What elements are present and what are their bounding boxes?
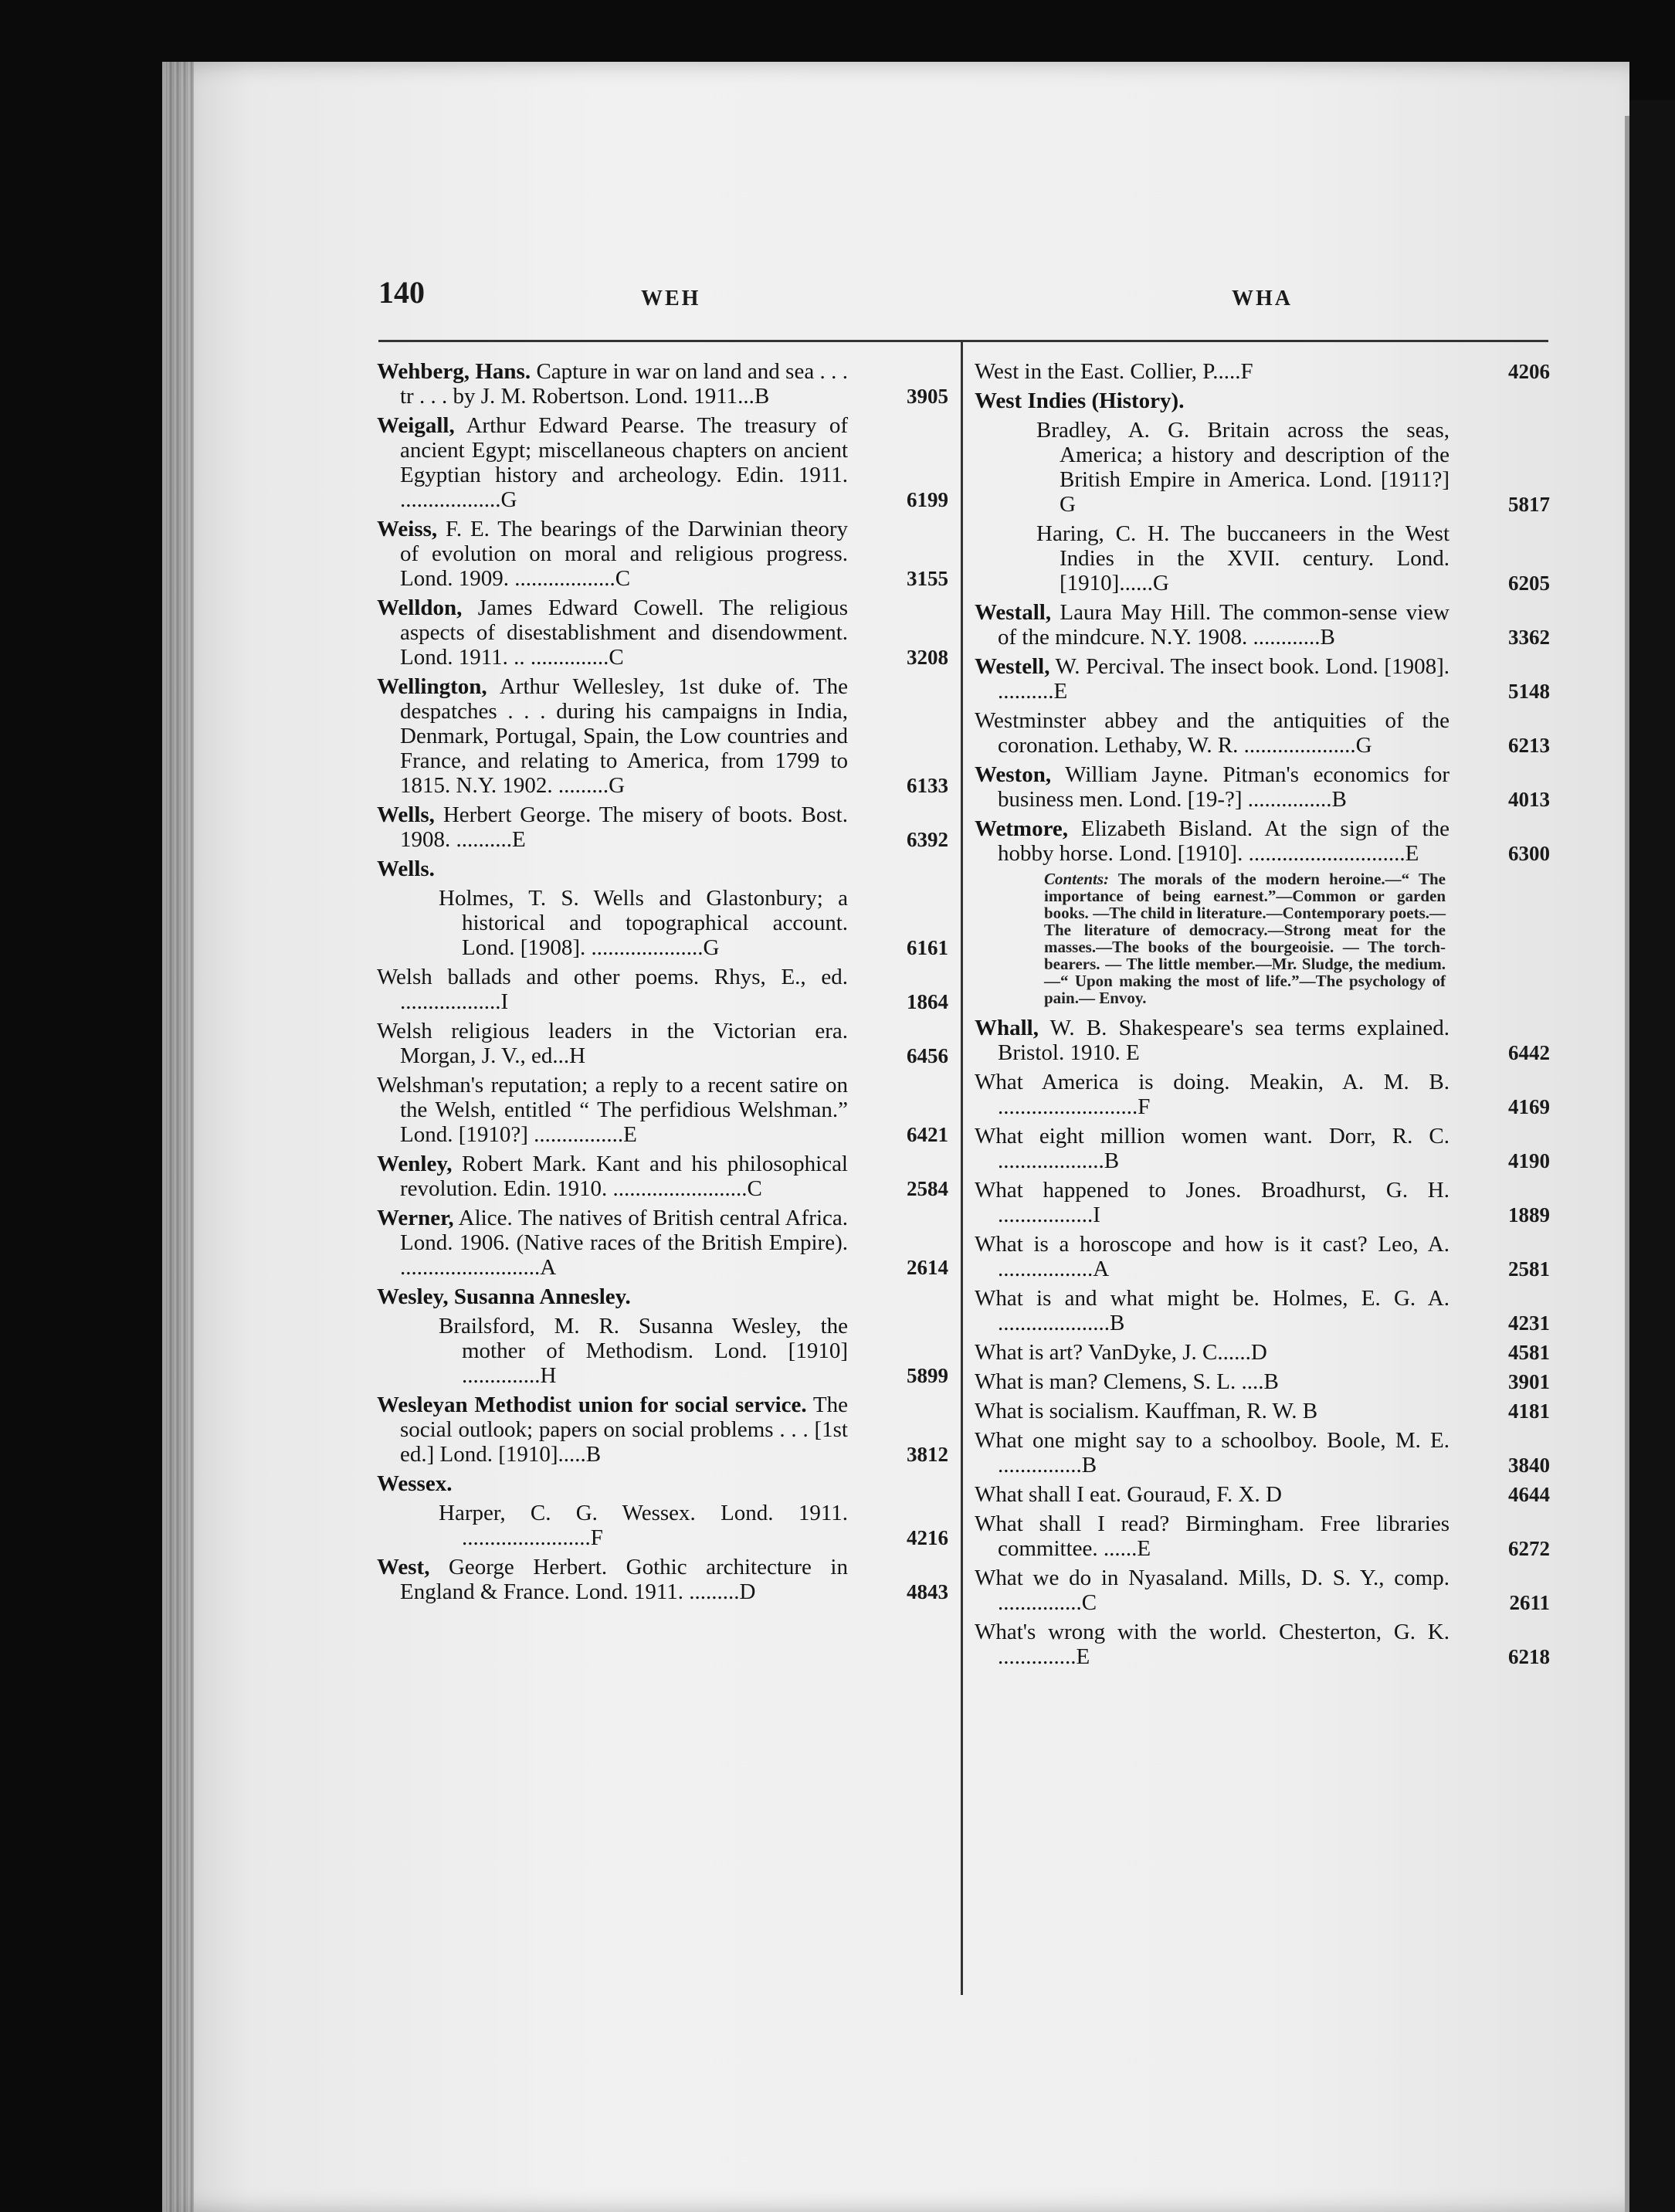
call-number: 6421: [907, 1123, 948, 1146]
index-entry: [975, 762, 1550, 812]
entry-text: [377, 674, 848, 798]
entry-heading: Wesleyan Methodist union for social service.: [377, 1393, 807, 1417]
entry-description: Robert Mark. Kant and his philosophical revolution. Edin. 1910. ........................C: [400, 1152, 848, 1201]
guide-word-left: WEH: [641, 287, 701, 310]
call-number: 6133: [907, 774, 948, 797]
index-entry: [975, 1482, 1550, 1507]
entry-heading: Weiss,: [377, 517, 438, 541]
entry-text: [377, 1206, 848, 1280]
index-entry: [975, 1399, 1550, 1423]
index-entry: [377, 1471, 948, 1496]
index-entry: [975, 600, 1550, 650]
call-number: 6456: [907, 1044, 948, 1067]
entry-text: [377, 413, 848, 512]
entry-description: Welshman's reputation; a reply to a recent satire on the Welsh, entitled “ The perfidious Welshman.” Lond. [1910?] ................E: [377, 1073, 848, 1147]
index-entry: [377, 857, 948, 881]
call-number: 3905: [907, 385, 948, 408]
call-number: 4581: [1508, 1341, 1550, 1364]
entry-text: [975, 1369, 1450, 1394]
entry-description: What eight million women want. Dorr, R. C. ...................B: [975, 1124, 1450, 1173]
index-entry: [377, 674, 948, 798]
entry-heading: Weston,: [975, 762, 1052, 787]
entry-text: [975, 816, 1450, 866]
entry-description: Harper, C. G. Wessex. Lond. 1911. .......................F: [439, 1501, 848, 1550]
entry-description: F. E. The bearings of the Darwinian theory of evolution on moral and religious progress. Lond. 1909. ..................C: [400, 517, 848, 591]
entry-description: Welsh ballads and other poems. Rhys, E., ed. ..................I: [377, 965, 848, 1014]
entry-text: [975, 418, 1450, 517]
index-entry: [975, 1428, 1550, 1477]
entry-description: What is and what might be. Holmes, E. G. A. ....................B: [975, 1286, 1450, 1335]
index-entry: [975, 1620, 1550, 1669]
call-number: 4013: [1508, 788, 1550, 811]
entry-heading: Werner,: [377, 1206, 454, 1230]
entry-description: What America is doing. Meakin, A. M. B. .........................F: [975, 1070, 1450, 1119]
index-entry: [975, 359, 1550, 384]
index-entry: [975, 654, 1550, 704]
entry-text: [377, 1471, 848, 1496]
entry-description: Welsh religious leaders in the Victorian era. Morgan, J. V., ed...H: [377, 1019, 848, 1068]
right-column: [975, 359, 1550, 1674]
index-entry: [975, 1511, 1550, 1561]
entry-text: [377, 965, 848, 1014]
index-entry: [975, 1178, 1550, 1227]
call-number: 2584: [907, 1177, 948, 1200]
column-divider: [961, 342, 963, 1995]
entry-text: [975, 1340, 1450, 1365]
header-rule: [378, 340, 1548, 342]
entry-text: [377, 595, 848, 670]
scan-border: [1629, 100, 1675, 2212]
entry-text: [975, 359, 1450, 384]
call-number: 2581: [1508, 1257, 1550, 1281]
entry-heading: Wenley,: [377, 1152, 453, 1176]
page-number: 140: [378, 275, 425, 310]
call-number: 6218: [1508, 1645, 1550, 1668]
entry-heading: Westall,: [975, 600, 1052, 625]
index-entry: [975, 1369, 1550, 1394]
index-entry: [377, 1073, 948, 1147]
entry-description: Arthur Edward Pearse. The treasury of ancient Egypt; miscellaneous chapters on ancient Egyptian history and archeology. Edin. 1911. ..................G: [400, 413, 848, 512]
index-entry: [975, 1286, 1550, 1335]
entry-description: James Edward Cowell. The religious aspects of disestablishment and disendowment. Lond. 1911. .. ..............C: [400, 595, 848, 670]
call-number: 4216: [907, 1526, 948, 1549]
entry-description: Bradley, A. G. Britain across the seas, America; a history and description of the British Empire in America. Lond. [1911?] G: [1036, 418, 1450, 517]
index-entry: [377, 1501, 948, 1550]
index-entry: [377, 1206, 948, 1280]
index-entry: [377, 965, 948, 1014]
call-number: 6205: [1508, 572, 1550, 595]
index-entry: [975, 1070, 1550, 1119]
entry-heading: West Indies (History).: [975, 388, 1185, 413]
entry-heading: Wells,: [377, 802, 435, 827]
entry-heading: Whall,: [975, 1016, 1039, 1040]
left-column: [377, 359, 948, 1609]
entry-description: What we do in Nyasaland. Mills, D. S. Y., comp. ...............C: [975, 1566, 1450, 1615]
entry-text: [377, 886, 848, 960]
entry-heading: Wells.: [377, 857, 435, 881]
index-entry: [377, 1152, 948, 1201]
index-entry: [975, 1232, 1550, 1281]
contents-label: Contents:: [1044, 870, 1110, 888]
entry-text: [975, 654, 1450, 704]
entry-text: [975, 1124, 1450, 1173]
call-number: 1864: [907, 990, 948, 1013]
index-entry: [377, 359, 948, 409]
entry-description: What is man? Clemens, S. L. ....B: [975, 1369, 1279, 1394]
entry-description: W. B. Shakespeare's sea terms explained. Bristol. 1910. E: [998, 1016, 1450, 1065]
index-entry: [377, 413, 948, 512]
entry-text: [975, 762, 1450, 812]
call-number: 6213: [1508, 734, 1550, 757]
call-number: 2614: [907, 1256, 948, 1279]
index-entry: [377, 1393, 948, 1467]
entry-text: [377, 857, 848, 881]
entry-description: Herbert George. The misery of boots. Bost. 1908. ..........E: [400, 802, 848, 852]
entry-text: [377, 1073, 848, 1147]
entry-text: [975, 521, 1450, 595]
call-number: 4206: [1508, 360, 1550, 383]
entry-description: W. Percival. The insect book. Lond. [1908]. ..........E: [998, 654, 1450, 704]
entry-text: [975, 1620, 1450, 1669]
entry-description: What's wrong with the world. Chesterton, G. K. ..............E: [975, 1620, 1450, 1669]
entry-description: Elizabeth Bisland. At the sign of the hobby horse. Lond. [1910]. ............................E: [998, 816, 1450, 866]
contents-note: [975, 870, 1550, 1006]
entry-text: [975, 1482, 1450, 1507]
entry-description: What shall I eat. Gouraud, F. X. D: [975, 1482, 1282, 1507]
entry-text: [377, 517, 848, 591]
index-entry: [377, 1314, 948, 1388]
entry-text: [377, 1152, 848, 1201]
entry-text: [975, 1399, 1450, 1423]
entry-text: [377, 1314, 848, 1388]
call-number: 5899: [907, 1364, 948, 1387]
call-number: 3208: [907, 646, 948, 669]
call-number: 6392: [907, 828, 948, 851]
binding-edge: [166, 62, 194, 2212]
index-entry: [377, 1019, 948, 1068]
index-entry: [975, 1124, 1550, 1173]
call-number: 4231: [1508, 1311, 1550, 1335]
entry-text: [975, 1511, 1450, 1561]
index-entry: [975, 1566, 1550, 1615]
entry-heading: Westell,: [975, 654, 1050, 679]
entry-heading: Weigall,: [377, 413, 455, 438]
call-number: 4644: [1508, 1483, 1550, 1506]
index-entry: [377, 1555, 948, 1604]
entry-text: [377, 1019, 848, 1068]
call-number: 1889: [1508, 1203, 1550, 1226]
entry-description: Alice. The natives of British central Africa. Lond. 1906. (Native races of the British Empire). .........................A: [400, 1206, 848, 1280]
entry-description: Brailsford, M. R. Susanna Wesley, the mother of Methodism. Lond. [1910] ..............H: [439, 1314, 848, 1388]
index-entry: [975, 388, 1550, 413]
entry-text: [975, 1428, 1450, 1477]
index-entry: [377, 517, 948, 591]
call-number: 3840: [1508, 1454, 1550, 1477]
index-entry: [975, 816, 1550, 866]
entry-description: Laura May Hill. The common-sense view of the mindcure. N.Y. 1908. ............B: [998, 600, 1450, 650]
entry-text: [975, 1232, 1450, 1281]
call-number: 4169: [1508, 1095, 1550, 1118]
entry-heading: Wessex.: [377, 1471, 453, 1496]
entry-text: [975, 600, 1450, 650]
call-number: 2611: [1509, 1591, 1550, 1614]
entry-description: West in the East. Collier, P.....F: [975, 359, 1253, 384]
entry-heading: Welldon,: [377, 595, 463, 620]
call-number: 4190: [1508, 1149, 1550, 1172]
call-number: 4181: [1508, 1399, 1550, 1423]
entry-description: Holmes, T. S. Wells and Glastonbury; a historical and topographical account. Lond. [1908]. ....................G: [439, 886, 848, 960]
entry-heading: West,: [377, 1555, 430, 1579]
call-number: 6300: [1508, 842, 1550, 865]
index-entry: [975, 418, 1550, 517]
index-entry: [377, 1284, 948, 1309]
entry-description: What is socialism. Kauffman, R. W. B: [975, 1399, 1318, 1423]
call-number: 6272: [1508, 1537, 1550, 1560]
entry-text: [975, 708, 1450, 758]
call-number: 3362: [1508, 626, 1550, 649]
index-entry: [377, 802, 948, 852]
entry-text: [975, 388, 1450, 413]
call-number: 5148: [1508, 680, 1550, 703]
index-entry: [377, 886, 948, 960]
entry-text: [377, 1501, 848, 1550]
entry-description: What is art? VanDyke, J. C......D: [975, 1340, 1267, 1365]
call-number: 3901: [1508, 1370, 1550, 1393]
entry-heading: Wehberg, Hans.: [377, 359, 531, 384]
entry-description: What is a horoscope and how is it cast? Leo, A. .................A: [975, 1232, 1450, 1281]
entry-description: Westminster abbey and the antiquities of the coronation. Lethaby, W. R. ....................G: [975, 708, 1450, 758]
call-number: 6199: [907, 488, 948, 511]
call-number: 5817: [1508, 493, 1550, 516]
call-number: 6442: [1508, 1041, 1550, 1064]
index-entry: [975, 708, 1550, 758]
entry-text: [975, 1178, 1450, 1227]
entry-description: William Jayne. Pitman's economics for business men. Lond. [19-?] ...............B: [998, 762, 1450, 812]
entry-description: Arthur Wellesley, 1st duke of. The despatches . . . during his campaigns in India, Denmark, Portugal, Spain, the Low countries and France, and relating to America, from 1799 to 1815. N.Y. 1902. .........G: [400, 674, 848, 798]
index-entry: [377, 595, 948, 670]
page-header: [378, 274, 1548, 336]
entry-heading: Wesley, Susanna Annesley.: [377, 1284, 631, 1309]
entry-text: [975, 1016, 1450, 1065]
entry-heading: Wellington,: [377, 674, 487, 699]
guide-word-right: WHA: [1232, 287, 1293, 310]
contents-text: The morals of the modern heroine.—“ The importance of being earnest.”—Common or garden books. —The child in literature.—Contemporary poets.—The literature of democracy.—Strong meat for the masses.—The books of the bourgeoisie. — The torch-bearers. — The little member.—Mr. Sludge, the medium.—“ Upon making the most of life.”—The psychology of pain.— Envoy.: [1044, 870, 1446, 1007]
entry-text: [975, 1286, 1450, 1335]
index-entry: [975, 521, 1550, 595]
call-number: 4843: [907, 1580, 948, 1603]
entry-text: [377, 1284, 848, 1309]
entry-description: What shall I read? Birmingham. Free libraries committee. ......E: [975, 1511, 1450, 1561]
entry-text: [975, 1566, 1450, 1615]
call-number: 3155: [907, 567, 948, 590]
call-number: 3812: [907, 1443, 948, 1466]
entry-text: [377, 1393, 848, 1467]
index-entry: [975, 1340, 1550, 1365]
entry-text: [377, 359, 848, 409]
entry-description: Capture in war on land and sea . . . tr . . . by J. M. Robertson. Lond. 1911...B: [400, 359, 848, 409]
index-entry: [975, 1016, 1550, 1065]
call-number: 6161: [907, 936, 948, 959]
entry-heading: Wetmore,: [975, 816, 1069, 841]
entry-description: Haring, C. H. The buccaneers in the West Indies in the XVII. century. Lond. [1910]......G: [1036, 521, 1450, 595]
entry-text: [377, 1555, 848, 1604]
entry-description: George Herbert. Gothic architecture in England & France. Lond. 1911. .........D: [400, 1555, 848, 1604]
entry-text: [975, 1070, 1450, 1119]
entry-description: What happened to Jones. Broadhurst, G. H. .................I: [975, 1178, 1450, 1227]
entry-description: The social outlook; papers on social problems . . . [1st ed.] Lond. [1910].....B: [400, 1393, 848, 1467]
entry-description: What one might say to a schoolboy. Boole, M. E. ...............B: [975, 1428, 1450, 1477]
entry-text: [377, 802, 848, 852]
